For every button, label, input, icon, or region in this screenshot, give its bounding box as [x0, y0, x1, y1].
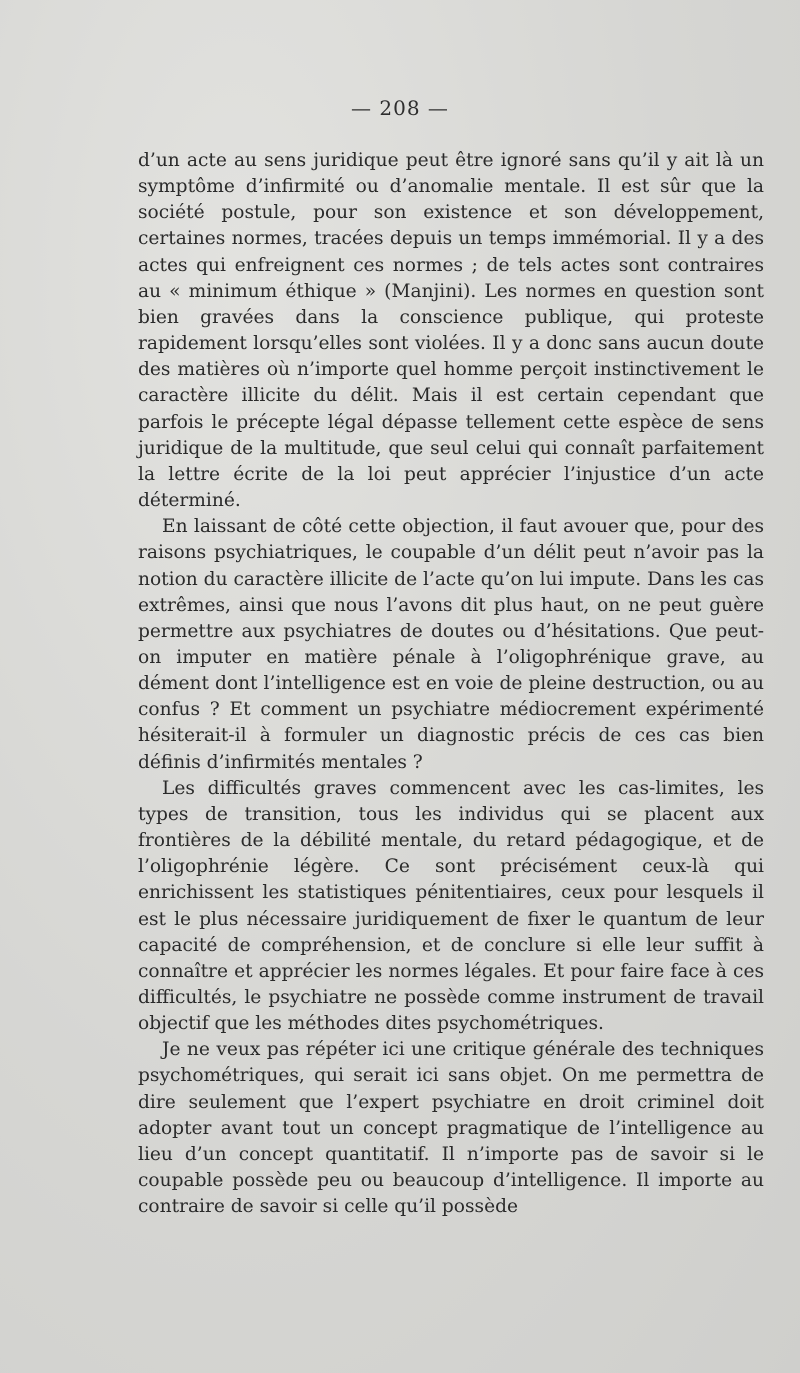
paragraph-4: Je ne veux pas répéter ici une critique générale des techniques psychométriques, qui serait ici sans objet. On me permettra de dire seulement que l’expert psychiatre en droit criminel doit adopter avant tout un concept pragmatique de l’intelligence au lieu d’un concept quantitatif. Il n’importe pas de savoir si le coupable possède peu ou beaucoup d’intelligence. Il importe au contraire de savoir si celle qu’il possède — [138, 1039, 764, 1218]
body-text — [138, 148, 764, 1220]
paragraph-2: En laissant de côté cette objection, il faut avouer que, pour des raisons psychiatriques, le coupable d’un délit peut n’avoir pas la notion du caractère illicite de l’acte qu’on lui impute. Dans les cas extrêmes, ainsi que nous l’avons dit plus haut, on ne peut guère permettre aux psychiatres de doutes ou d’hésitations. Que peut-on imputer en matière pénale à l’oligophrénique grave, au dément dont l’intelligence est en voie de pleine destruction, ou au confus ? Et comment un psychiatre médiocrement expérimenté hésiterait-il à formuler un diagnostic précis de ces cas bien définis d’infirmités mentales ? — [138, 516, 764, 773]
paragraph-3: Les difficultés graves commencent avec les cas-limites, les types de transition, tous les individus qui se placent aux frontières de la débilité mentale, du retard pédagogique, et de l’oligophrénie légère. Ce sont précisément ceux-là qui enrichissent les statistiques pénitentiaires, ceux pour lesquels il est le plus nécessaire juridiquement de fixer le quantum de leur capacité de compréhension, et de conclure si elle leur suffit à connaître et apprécier les normes légales. Et pour faire face à ces difficultés, le psychiatre ne possède comme instrument de travail objectif que les méthodes dites psychométriques. — [138, 777, 764, 1035]
paragraph-1: d’un acte au sens juridique peut être ignoré sans qu’il y ait là un symptôme d’infirmité ou d’anomalie mentale. Il est sûr que la société postule, pour son existence et son développement, certaines normes, tracées depuis un temps immémorial. Il y a des actes qui enfreignent ces normes ; de tels actes sont contraires au « minimum éthique » (Manjini). Les normes en question sont bien gravées dans la conscience publique, qui proteste rapidement lorsqu’elles sont violées. Il y a donc sans aucun doute des matières où n’importe quel homme perçoit instinctivement le caractère illicite du délit. Mais il est certain cependant que parfois le précepte légal dépasse tellement cette espèce de sens juridique de la multitude, que seul celui qui connaît parfaitement la lettre écrite de la loi peut apprécier l’injustice d’un acte déterminé. — [138, 150, 764, 512]
page-number: — 208 — — [351, 96, 449, 120]
